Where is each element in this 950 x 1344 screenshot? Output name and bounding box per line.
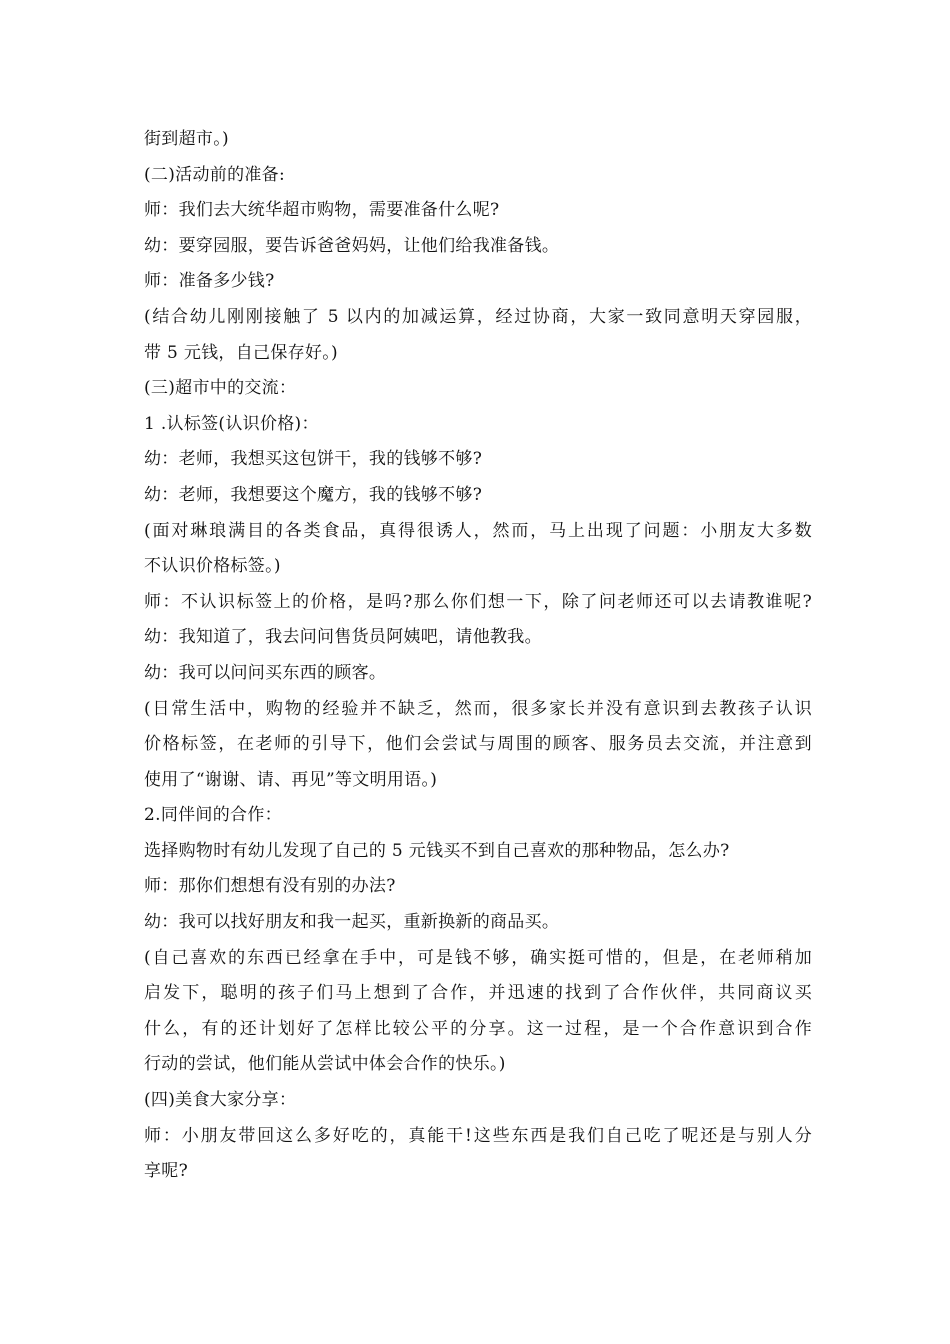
- document-body: [144, 122, 812, 1190]
- note-line: 行动的尝试，他们能从尝试中体会合作的快乐。): [144, 1054, 506, 1075]
- text-line: 选择购物时有幼儿发现了自己的 5 元钱买不到自己喜欢的那种物品，怎么办?: [144, 840, 730, 861]
- dialogue-line: 幼：我可以找好朋友和我一起买，重新换新的商品买。: [144, 912, 560, 933]
- note-line: (面对琳琅满目的各类食品，真得很诱人，然而，马上出现了问题：小朋友大多数: [144, 520, 812, 541]
- note-line: 使用了“谢谢、请、再见”等文明用语。): [144, 769, 438, 790]
- note-line: 价格标签，在老师的引导下，他们会尝试与周围的顾客、服务员去交流，并注意到: [144, 734, 812, 755]
- dialogue-line: 幼：老师，我想要这个魔方，我的钱够不够?: [144, 484, 483, 505]
- note-line: 启发下，聪明的孩子们马上想到了合作，并迅速的找到了合作伙伴，共同商议买: [144, 983, 812, 1004]
- note-line: (日常生活中，购物的经验并不缺乏，然而，很多家长并没有意识到去教孩子认识: [144, 698, 812, 719]
- dialogue-line: 师：小朋友带回这么多好吃的，真能干!这些东西是我们自己吃了呢还是与别人分: [144, 1125, 812, 1146]
- dialogue-line: 师：准备多少钱?: [144, 271, 275, 292]
- dialogue-line: 师：我们去大统华超市购物，需要准备什么呢?: [144, 200, 500, 221]
- dialogue-line: 师：不认识标签上的价格，是吗?那么你们想一下，除了问老师还可以去请教谁呢?: [144, 591, 812, 612]
- note-line: 带 5 元钱，自己保存好。): [144, 342, 338, 363]
- dialogue-line: 幼：我可以问问买东西的顾客。: [144, 662, 387, 683]
- section-heading: (二)活动前的准备:: [144, 164, 285, 185]
- dialogue-line: 师：那你们想想有没有别的办法?: [144, 876, 396, 897]
- subsection-heading: 1 .认标签(认识价格)：: [144, 413, 319, 434]
- dialogue-line: 享呢?: [144, 1161, 189, 1182]
- note-line: (结合幼儿刚刚接触了 5 以内的加减运算，经过协商，大家一致同意明天穿园服，: [144, 306, 812, 327]
- dialogue-line: 幼：我知道了，我去问问售货员阿姨吧，请他教我。: [144, 627, 542, 648]
- note-line: 什么，有的还计划好了怎样比较公平的分享。这一过程，是一个合作意识到合作: [144, 1018, 812, 1039]
- dialogue-line: 幼：要穿园服，要告诉爸爸妈妈，让他们给我准备钱。: [144, 235, 560, 256]
- note-line: 不认识价格标签。): [144, 556, 281, 577]
- subsection-heading: 2.同伴间的合作：: [144, 805, 282, 826]
- section-heading: (四)美食大家分享：: [144, 1090, 297, 1111]
- text-line: 街到超市。): [144, 129, 229, 149]
- note-line: (自己喜欢的东西已经拿在手中，可是钱不够，确实挺可惜的，但是，在老师稍加: [144, 947, 812, 968]
- section-heading: (三)超市中的交流：: [144, 378, 297, 399]
- dialogue-line: 幼：老师，我想买这包饼干，我的钱够不够?: [144, 449, 483, 470]
